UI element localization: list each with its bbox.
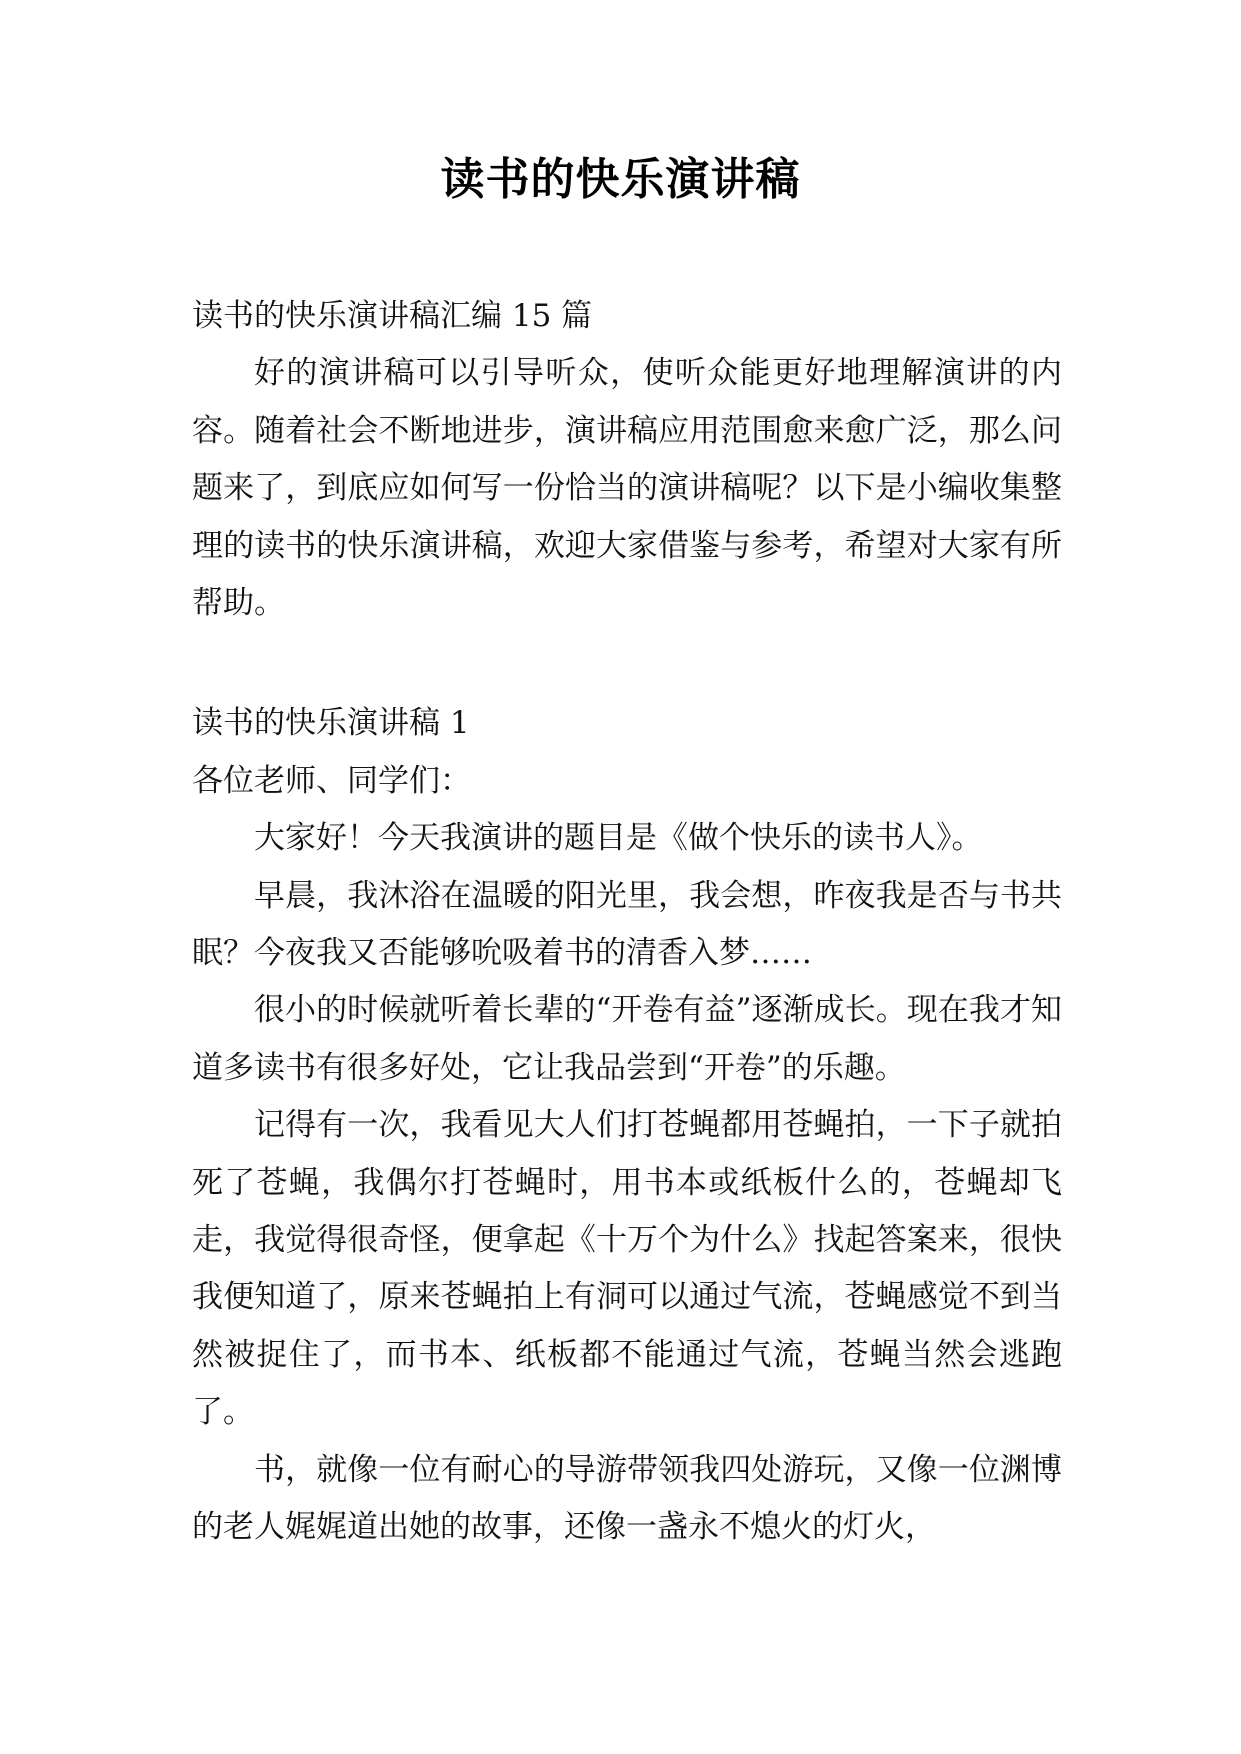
document-subtitle: 读书的快乐演讲稿汇编 15 篇	[192, 298, 593, 334]
intro-paragraph: 好的演讲稿可以引导听众，使听众能更好地理解演讲的内容。随着社会不断地进步，演讲稿应用范围愈来愈广泛，那么问题来了，到底应如何写一份恰当的演讲稿呢？以下是小编收集整理的读书的快乐演讲稿，欢迎大家借鉴与参考，希望对大家有所帮助。	[192, 355, 1062, 622]
speech-paragraph: 书，就像一位有耐心的导游带领我四处游玩，又像一位渊博的老人娓娓道出她的故事，还像一盏永不熄火的灯火，	[192, 1451, 1062, 1546]
salutation: 各位老师、同学们：	[192, 762, 471, 799]
speech-paragraph: 记得有一次，我看见大人们打苍蝇都用苍蝇拍，一下子就拍死了苍蝇，我偶尔打苍蝇时，用书本或纸板什么的，苍蝇却飞走，我觉得很奇怪，便拿起《十万个为什么》找起答案来，很快我便知道了，原来苍蝇拍上有洞可以通过气流，苍蝇感觉不到当然被捉住了，而书本、纸板都不能通过气流，苍蝇当然会逃跑了。	[192, 1107, 1062, 1431]
section-spacer	[192, 632, 1062, 695]
speech-paragraph: 很小的时候就听着长辈的“开卷有益”逐渐成长。现在我才知道多读书有很多好处，它让我品尝到“开卷”的乐趣。	[192, 992, 1062, 1086]
section-heading: 读书的快乐演讲稿 1	[192, 705, 470, 742]
speech-paragraph: 大家好！今天我演讲的题目是《做个快乐的读书人》。	[254, 820, 983, 857]
speech-paragraph: 早晨，我沐浴在温暖的阳光里，我会想，昨夜我是否与书共眠？今夜我又否能够吮吸着书的清香入梦……	[192, 877, 1062, 972]
document-body	[192, 288, 1062, 1556]
document-title: 读书的快乐演讲稿	[440, 154, 801, 205]
